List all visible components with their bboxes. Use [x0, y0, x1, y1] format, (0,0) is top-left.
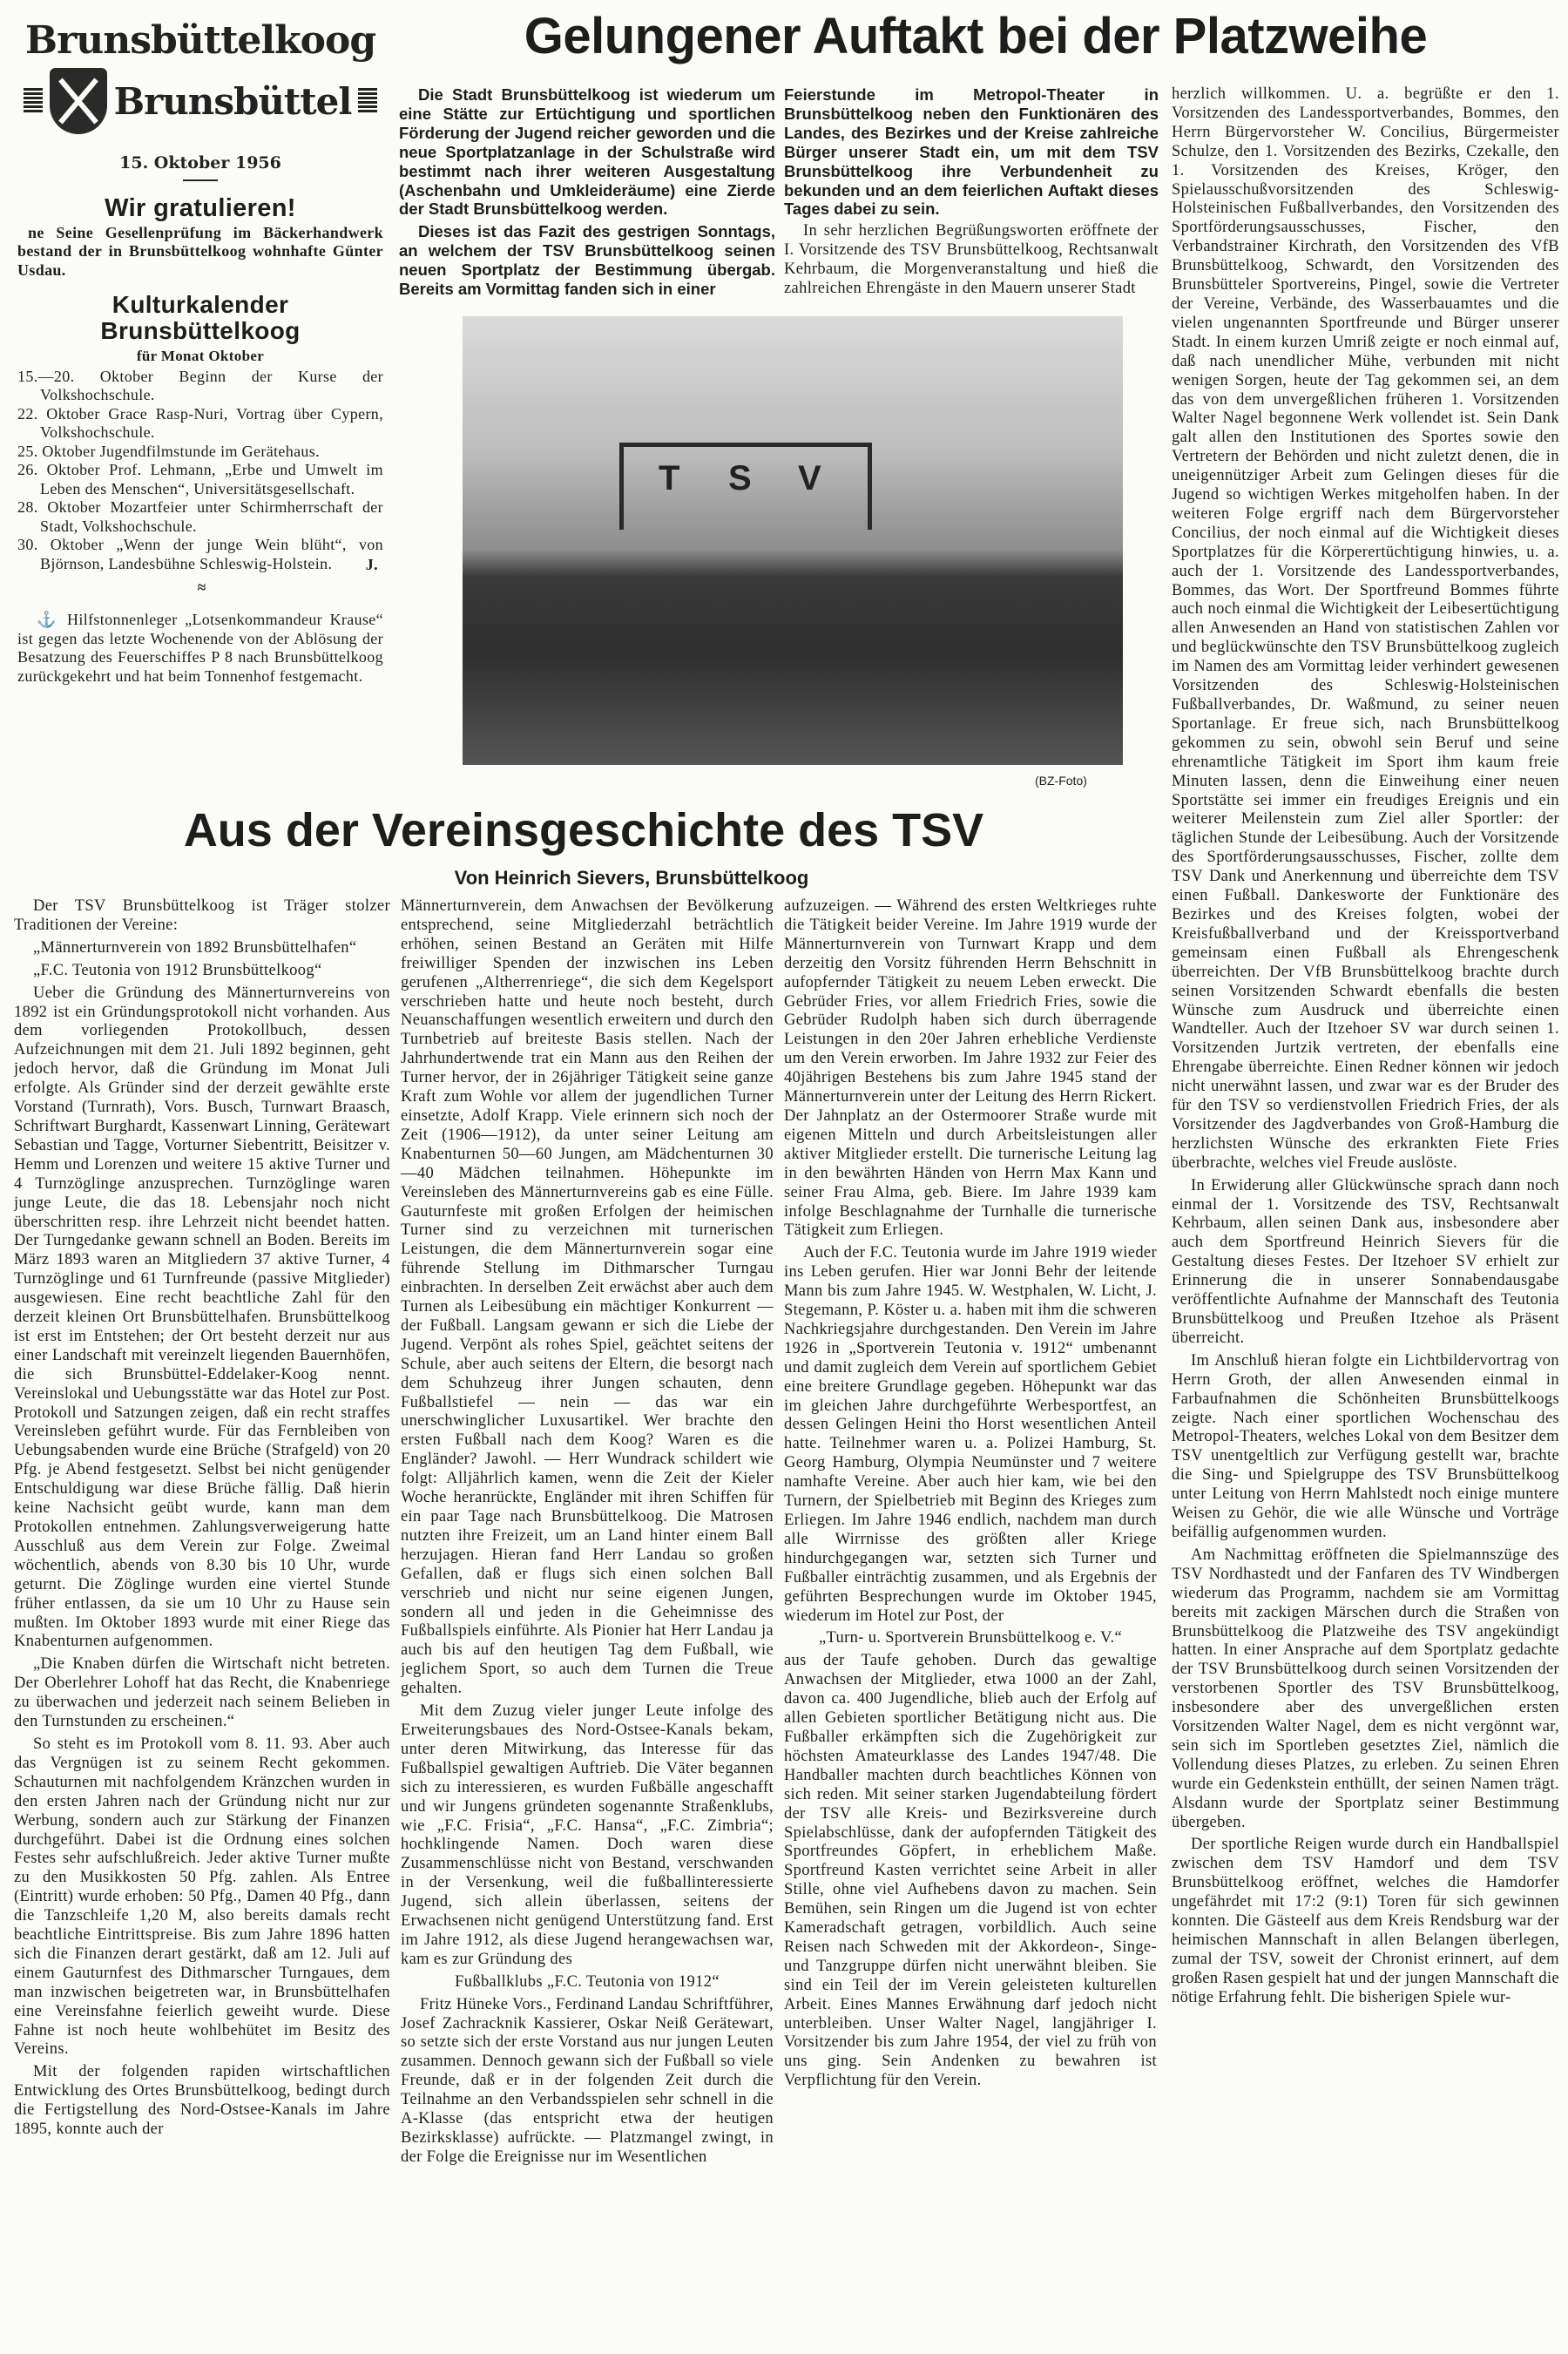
- masthead: [17, 17, 383, 181]
- masthead-subtitle: Brunsbüttel: [113, 79, 352, 123]
- kalender-item: 15.—20. Oktober Beginn der Kurse der Volkshochschule.: [17, 367, 383, 403]
- article1-column-3: [1172, 85, 1559, 2351]
- gratulation-heading: Wir gratulieren!: [105, 196, 296, 222]
- article2-column-1: [14, 897, 390, 2348]
- left-column: [17, 196, 383, 771]
- paragraph: Die Stadt Brunsbüttelkoog ist wiederum um eine Stätte zur Ertüchtigung und sportlichen Förderung der Jugend reicher geworden und die neue Sportplatzanlage in der Schulstraße wird bestimmt nach ihrer weiteren Ausgestaltung (Aschenbahn und Umkleideräume) eine Zierde der Stadt Brunsbüttelkoog werden.: [399, 85, 775, 219]
- paragraph: Männerturnverein, dem Anwachsen der Bevölkerung entsprechend, seine Mitgliederzahl beträchtlich erhöhen, seinen Bestand an Geräten mit Hilfe freiwilliger Spenden der inzwischen ins Leben gerufenen „Altherrenriege“, die sich dem Kegelsport verschrieben hatte und heute noch besteht, durch Neuanschaffungen wesentlich erweitern und durch den Turnbetrieb auf breiteste Basis stellen. Nach der Jahrhundertwende trat ein Mann aus den Reihen der Turner hervor, der in 26jähriger Tätigkeit seine ganze Kraft zum Wohle vor allem der jugendlichen Turner einsetzte, Adolf Krapp. Viele erinnern sich noch der Zeit (1906—1912), da unter seiner Leitung am Knabenturnen 50—60 Jungen, am Mädchenturnen 30—40 Mädchen teilnahmen. Höhepunkte im Vereinsleben des Männerturnvereins gab es eine Fülle. Gauturnfeste mit großen Erfolgen der heimischen Turner sind zu verzeichnen mit turnerischen Leistungen, die dem Männerturnverein sogar eine führende Stellung im Dithmarscher Turngau einbrachten. In derselben Zeit erwächst aber auch dem Turnen als Leibesübung ein mächtiger Konkurrent — der Fußball. Langsam gewann er sich die Liebe der Jugend. Verpönt als rohes Spiel, geächtet seitens der Schule, aber auch seitens der Eltern, die besorgt nach dem Schuhzeug ihrer Jungen schauten, denn Fußballstiefel — nein — das war ein unerschwinglicher Luxusartikel. Wer brachte den ersten Fußball nach dem Koog? Waren es die Engländer? Jawohl. — Herr Wundrack schildert wie folgt: Alljährlich kamen, wenn die Zeit der Kieler Woche heranrückte, Engländer mit ihren Schiffen für ein paar Tage nach Brunsbüttelkoog. Die Matrosen nutzten ihre Freizeit, um an Land hinter einem Ball herzujagen. Hieran fand Herr Landau so großen Gefallen, daß er flugs sich einen solchen Ball verschrieb und nicht nur seine eigenen Jungen, sondern all und jeden in die Geheimnisse des Fußballspiels einführte. Als Pionier hat Herr Landau ja auch bis auf den heutigen Tag dem Fußball, wie jeglichem Sport, so auch dem Turnen die Treue gehalten.: [401, 897, 774, 1698]
- paragraph: So steht es im Protokoll vom 8. 11. 93. Aber auch das Vergnügen ist zu seinem Recht gekommen. Schauturnen mit nachfolgendem Kränzchen wurden in den ersten Jahren nach der Gründung nicht nur zur Werbung, sondern auch zur Stärkung der Finanzen durchgeführt. Dabei ist die Ordnung eines solchen Festes sehr aufschlußreich. Jeder aktive Turner mußte zu den Musikkosten 50 Pfg. zahlen. Als Entree (Eintritt) wurde erhoben: 50 Pfg., Damen 40 Pfg., dann die Tanzschleife 1,20 M, also bereits damals recht beachtliche Eintrittspreise. Bis zum Jahre 1896 hatten sich die Finanzen derart gestärkt, daß am 12. Juli auf einem Gauturnfest des Dithmarscher Turngaues, dem man inzwischen beigetreten war, in Brunsbüttelhafen eine Vereinsfahne feierlich geweiht wurde. Diese Fahne ist noch heute wohlbehütet im Besitz des Vereins.: [14, 1735, 390, 2059]
- photo-credit: (BZ-Foto): [1035, 774, 1087, 788]
- paragraph: herzlich willkommen. U. a. begrüßte er den 1. Vorsitzenden des Landessportverbandes, Bommes, den Herrn Bürgervorsteher W. Concilius, Bürgermeister Schulze, den 1. Vorsitzenden des Bezirks, Czekalle, den 1. Vorsitzenden des Kreises, Kröger, den Spielausschußvorsitzenden des Schleswig-Holsteinischen Fußballverbandes, den Vorsitzenden des Sportförderungsausschusses, Fischer, den Verbandstrainer Kirchrath, den Vorsitzenden des VfB Brunsbüttelkoog, Schwardt, den Vorsitzenden des Brunsbütteler Sportvereins, Pingel, sowie die Vertreter der Vereine, Verbände, des Wasserbauamtes und die vielen ungenannten Sportfreunde und Bürger unserer Stadt. In einem kurzen Umriß zeigte er noch einmal auf, daß nach unendlicher Mühe, verbunden mit nicht wenigen Sorgen, heute der Tag gekommen sei, an dem das von dem unvergeßlichen früheren 1. Vorsitzenden Walter Nagel begonnene Werk vollendet ist. Sein Dank galt allen den Institutionen des Sportes sowie den Vertretern der Behörden und nicht zuletzt denen, die in uneigennütziger Arbeit zum Gelingen dieses für die Jugend so wichtigen Werkes mitgeholfen haben. In der weiteren Folge ergriff nach dem Bürgervorsteher Concilius, der noch einmal auf die Wichtigkeit dieses Sportplatzes für die Körperertüchtigung hinwies, u. a. auch der 1. Vorsitzende des Landessportverbandes, Bommes, das Wort. Der Sportfreund Bommes führte auch noch einmal die Wichtigkeit der Leibesertüchtigung allen Anwesenden an Hand von statistischen Zahlen vor und beglückwünschte den TSV Brunsbüttelkoog zugleich im Namen des am Vormittag leider verhindert gewesenen Vorsitzenden des Schleswig-Holsteinischen Fußballverbandes, Dr. Waßmund, zu seiner neuen Sportanlage. Er freue sich, nach Brunsbüttelkoog gekommen zu sein, obwohl sein Beruf und seine ehrenamtliche Tätigkeit im Sport ihm kaum freie Minuten lassen, denn die Einweihung einer neuen Sportstätte sei immer ein freudiges Ereignis und ein weiterer Meilenstein zum Ziel aller Sportler: der täglichen Stunde der Leibesübung. Auch der Vorsitzende des Sportförderungsausschusses, Fischer, zollte dem TSV Dank und Anerkennung und überreichte dem TSV einen Fußball. Dankesworte der Funktionäre des Bezirkes und des Kreises folgten, wobei der Kreisfußballverband und der Kreissportverband gemeinsam einen Fußball als Ehrengeschenk überreichten. Der VfB Brunsbüttelkoog brachte durch seinen Vorsitzenden Schwardt ebenfalls die besten Wünsche zum Ausdruck und überreichte einen Wandteller. Auch der Itzehoer SV war durch seinen 1. Vorsitzenden Jurtzik vertreten, der ebenfalls eine Ehrengabe überreichte. Einen Redner können wir jedoch nicht unerwähnt lassen, und zwar war es der Bruder des für den TSV so verdienstvollen Friedrich Fries, der als Vorsitzender des Jagdverbandes von Groß-Hamburg die herzlichsten Wünsche des erkrankten Fiete Fries überbrachte, welches viel Freude auslöste.: [1172, 85, 1559, 1172]
- anchor-icon: ⚓: [37, 611, 68, 628]
- paragraph: Mit der folgenden rapiden wirtschaftlichen Entwicklung des Ortes Brunsbüttelkoog, bedingt durch die Fertigstellung des Nord-Ostsee-Kanals im Jahre 1895, konnte auch der: [14, 2063, 390, 2139]
- kalender-item: 30. Oktober „Wenn der junge Wein blüht“, von Björnson, Landesbühne Schleswig-Holstein.: [17, 536, 383, 572]
- paragraph: Am Nachmittag eröffneten die Spielmannszüge des TSV Nordhastedt und der Fanfaren des TV Windbergen wiederum das Programm, nachdem sie am Vormittag bereits mit zackigen Märschen durch die Straßen von Brunsbüttelkoog die Platzweihe des TSV angekündigt hatten. In einer Ansprache auf dem Sportplatz gedachte der TSV Brunsbüttelkoog durch seinen Vorsitzenden der verstorbenen Sportler des TSV Brunsbüttelkoog, insbesondere aber des unvergeßlichen ersten Vorsitzenden Walter Nagel, dem es nicht vergönnt war, sein sich im Sportleben gesetztes Ziel, nämlich die Vollendung dieses Platzes, zu erleben. Zu seinen Ehren wurde ein Gedenkstein enthüllt, der seinen Namen trägt. Alsdann wurde der Sportplatz seiner Bestimmung übergeben.: [1172, 1546, 1559, 1831]
- paragraph: „Männerturnverein von 1892 Brunsbüttelhafen“: [33, 938, 357, 957]
- paragraph: Im Anschluß hieran folgte ein Lichtbildervortrag von Herrn Groth, der allen Anwesenden einmal in Farbaufnahmen die Schönheiten Brunsbüttelkoogs zeigte. Nach einer sportlichen Wochenschau des Metropol-Theaters, welches Lokal von dem Besitzer dem TSV unentgeltlich zur Verfügung gestellt war, brachte die Sing- und Spielgruppe des TSV Brunsbüttelkoog unter Leitung von Herrn Mahlstedt noch einige muntere Weisen zu Gehör, die wie alle Wünsche und Vorträge beifällig aufgenommen wurden.: [1172, 1351, 1559, 1541]
- paragraph: Auch der F.C. Teutonia wurde im Jahre 1919 wieder ins Leben gerufen. Hier war Jonni Behr der leitende Mann bis zum Jahre 1945. W. Westphalen, W. Licht, J. Stegemann, P. Köster u. a. haben mit ihm die schweren Nachkriegsjahre durchgestanden. Den Verein im Jahre 1926 in „Sportverein Teutonia v. 1912“ umbenannt und damit zugleich dem Verein auf sportlichem Gebiet eine breitere Grundlage gegeben. Höhepunkt war das im gleichen Jahre durchgeführte Werbesportfest, an dessen Gelingen Heini tho Horst wesentlichen Anteil hatte. Teilnehmer waren u. a. Polizei Hamburg, St. Georg Hamburg, Olympia Neumünster und 7 weitere namhafte Vereine. Aber auch hier kam, wie bei den Turnern, der Spielbetrieb mit Beginn des Krieges zum Erliegen. Im Jahre 1946 endlich, nachdem man durch alle Wirrnisse des größten aller Kriege hindurchgegangen war, setzten sich Turner und Fußballer einträchtig zusammen, und als Ergebnis der geführten Besprechungen wurde im Oktober 1945, wiederum im Hotel zur Post, der: [784, 1244, 1157, 1625]
- kalender-item: 26. Oktober Prof. Lehmann, „Erbe und Umwelt im Leben des Menschen“, Universitätsgesellschaft.: [17, 461, 383, 497]
- headline-vereinsgeschichte: Aus der Vereinsgeschichte des TSV: [183, 804, 984, 856]
- kalender-item: 28. Oktober Mozartfeier unter Schirmherrschaft der Stadt, Volkshochschule.: [17, 498, 383, 535]
- byline: Von Heinrich Sievers, Brunsbüttelkoog: [454, 867, 809, 889]
- paragraph: Fritz Hüneke Vors., Ferdinand Landau Schriftführer, Josef Zachracknik Kassierer, Oskar Neiß Gerätewart, so setzte sich der erste Vorstand aus nur jungen Leuten zusammen. Dennoch gewann sich der Fußball so viele Freunde, daß er in der folgenden Zeit durch die Teilnahme an den Verbandsspielen sehr schnell in die A-Klasse (das entspricht etwa der heutigen Bezirksklasse) aufrückte. — Platzmangel zwingt, in der Folge die Ereignisse nur im Wesentlichen: [401, 1995, 774, 2166]
- article1-column-2: [784, 85, 1159, 312]
- headline-platzweihe: Gelungener Auftakt bei der Platzweihe: [524, 8, 1428, 64]
- sign-letter: S: [728, 459, 752, 497]
- article2-column-2: [401, 897, 774, 2348]
- paragraph: aufzuzeigen. — Während des ersten Weltkrieges ruhte die Tätigkeit beider Vereine. Im Jahre 1919 wurde der Männerturnverein von Turnwart Krapp und dem derzeitig den Vorsitz führenden Herrn Behschnitt in aufopfernder Tätigkeit zu neuem Leben erweckt. Die Gebrüder Fries, vor allem Friedrich Fries, sowie die Gebrüder Rudolph haben sich durch überragende Leistungen in den 20er Jahren erhebliche Verdienste um den Verein erworben. Im Jahre 1932 zur Feier des 40jährigen Bestehens bis zum Jahre 1945 stand der Männerturnverein unter der Leitung des Herrn Rickert. Der Jahnplatz an der Ostermoorer Straße wurde mit eigenen Mitteln und durch Arbeitsleistungen aller aktiver Mitglieder erstellt. Die turnerische Leitung lag in den bewährten Händen von Herrn Max Kann und seiner Frau Alma, geb. Biere. Im Jahre 1939 kam infolge Beschlagnahme der Turnhalle die turnerische Tätigkeit zum Erliegen.: [784, 897, 1157, 1240]
- kalender-item: 22. Oktober Grace Rasp-Nuri, Vortrag über Cypern, Volkshochschule.: [17, 404, 383, 441]
- sign-letter: T: [659, 459, 680, 497]
- issue-date: 15. Oktober 1956: [119, 153, 281, 172]
- paragraph: In Erwiderung aller Glückwünsche sprach dann noch einmal der 1. Vorsitzende des TSV, Rechtsanwalt Kehrbaum, allen seinen Dank aus, insbesondere aber auch dem Sportfreund Heinrich Sievers für die Gestaltung dieses Festes. Der Itzehoer SV erhielt zur Erinnerung die in unserer Sonnabendausgabe veröffentlichte Aufnahme der Mannschaft des Teutonia Brunsbüttelkoog und Preußen Itzehoe als Präsent überreicht.: [1172, 1176, 1559, 1347]
- kalender-item: 25. Oktober Jugendfilmstunde im Gerätehaus.: [17, 442, 320, 460]
- paragraph: „Die Knaben dürfen die Wirtschaft nicht betreten. Der Oberlehrer Lohoff hat das Recht, die Knabenriege zu überwachen und jederzeit nach seinem Belieben in den Turnstunden zu erscheinen.“: [14, 1655, 390, 1731]
- notiz-body: Hilfstonnenleger „Lotsenkommandeur Krause“ ist gegen das letzte Wochenende von der Ablösung der Besatzung des Feuerschiffes P 8 nach Brunsbüttelkoog zurückgekehrt und hat beim Tonnenhof festgemacht.: [17, 611, 383, 685]
- separator-ornament: ≈: [197, 578, 204, 596]
- article1-column-1: [399, 85, 775, 312]
- paragraph: Feierstunde im Metropol-Theater in Brunsbüttelkoog neben den Funktionären des Landes, des Bezirkes und der Kreise zahlreiche Bürger unserer Stadt ein, um mit dem TSV Brunsbüttelkoog ihre Verbundenheit zu bekunden und an dem feierlichen Auftakt dieses Tages dabei zu sein.: [784, 85, 1159, 219]
- kalender-signature: J.: [365, 556, 378, 573]
- paragraph: Der sportliche Reigen wurde durch ein Handballspiel zwischen dem TSV Hamdorf und dem TSV Brunsbüttelkoog eröffnet, welches die Hamdorfer ungefährdet mit 17:2 (9:1) Toren für sich gewinnen konnten. Die Gästeelf aus dem Kreis Rendsburg war der heimischen Mannschaft in allen Belangen überlegen, zumal der TSV, soweit der Chronist erinnert, auf dem großen Rasen gespielt hat und der jungen Mannschaft die nötige Erfahrung fehlt. Die bisherigen Spiele wur-: [1172, 1836, 1559, 2006]
- sign-letter: V: [798, 459, 821, 497]
- gratulation-text: ne Seine Gesellenprüfung im Bäckerhandwerk bestand der in Brunsbüttelkoog wohnhafte Günter Usdau.: [17, 223, 383, 279]
- paragraph: „F.C. Teutonia von 1912 Brunsbüttelkoog“: [33, 961, 322, 979]
- kalender-title-2: Brunsbüttelkoog: [100, 317, 301, 344]
- paragraph: Ueber die Gründung des Männerturnvereins von 1892 ist ein Gründungsprotokoll nicht vorhanden. Aus dem vorliegenden Protokollbuch, dessen Aufzeichnungen mit dem 21. Juli 1892 beginnen, geht jedoch hervor, daß die Gründung im Monat Juli erfolgte. Als Gründer sind der derzeit gewählte erste Vorstand (Turnrath), Vors. Busch, Turnwart Braasch, Schriftwart Burghardt, Kassenwart Linning, Gerätewart Sebastian und Tagge, Vorturner Siebentritt, Beisitzer v. Hemm und Lorenzen und weitere 15 aktive Turner und 4 Turnzöglinge anzusprechen. Turnzöglinge waren junge Leute, die das 18. Lebensjahr noch nicht überschritten resp. ihre Lehrzeit nicht beendet hatten. Der Turngedanke gewann schnell an Boden. Bereits im März 1893 waren an Mitgliedern 37 aktive Turner, 4 Turnzöglinge und 61 Turnfreunde (passive Mitglieder) ausgewiesen. Eine recht beachtliche Zahl für den derzeit kleinen Ort Brunsbüttelhafen. Brunsbüttelkoog ist erst im Entstehen; der Ort besteht derzeit nur aus einer Landschaft mit vereinzelt liegenden Bauernhöfen, die sich Brunsbüttel-Eddelaker-Koog nennt. Vereinslokal und Uebungsstätte war das Hotel zur Post. Protokoll und Satzungen zeigen, daß ein recht straffes Vereinsleben geführt wurde. Für das Fernbleiben von Uebungsabenden wurde eine Brüche (Strafgeld) von 20 Pfg. je Abend festgesetzt. Selbst bei nicht genügender Entschuldigung war diese Brüche fällig. Daß hierin keine Nachsicht geübt wurde, kann man dem Protokollen entnehmen. Zahlungsverweigerung hatte Ausschluß aus dem Verein zur Folge. Zweimal wöchentlich, abends von 8.30 bis 10 Uhr, wurde geturnt. Die Zöglinge wurden eine viertel Stunde früher entlassen, da sie um 10 Uhr zu Hause sein mußten. Im Oktober 1893 wurde mit einer Riege das Knabenturnen aufgenommen.: [14, 984, 390, 1651]
- kalender-subtitle: für Monat Oktober: [136, 348, 265, 364]
- photo-tsv-sign: [463, 316, 1123, 765]
- ribbon-ornament-right: [358, 88, 377, 114]
- paragraph: Dieses ist das Fazit des gestrigen Sonntags, an welchem der TSV Brunsbüttelkoog seinen neuen Sportplatz der Bestimmung übergab. Bereits am Vormittag fanden sich in einer: [399, 222, 775, 299]
- masthead-title: Brunsbüttelkoog: [24, 18, 376, 63]
- kalender-heading: [17, 292, 383, 344]
- coat-of-arms-icon: [50, 68, 107, 134]
- tsv-sign: [619, 443, 872, 530]
- paragraph: aus der Taufe gehoben. Durch das gewaltige Anwachsen der Mitglieder, etwa 1000 an der Zahl, davon ca. 400 Jugendliche, blieb auch der Erfolg auf allen Gebieten sportlicher Betätigung nicht aus. Die Fußballer erkämpften sich die Zugehörigkeit zur höchsten Amateurklasse des Landes 1947/48. Die Handballer machten durch beachtliches Können von sich reden. Mit seiner starken Jugendabteilung fördert der TSV alle Kreis- und Bezirksvereine durch Spielabschlüsse, dank der aufopfernden Tätigkeit des Sportfreundes Göpfert, in erheblichem Maße. Sportfreund Kasten verrichtet seine Arbeit in aller Stille, ohne viel Aufhebens davon zu machen. Sein Bemühen, sein Ringen um die Jugend ist von echter Kameradschaft getragen, vorbildlich. Auch seine Reisen nach Schweden mit der Akkordeon-, Singe- und Tanzgruppe dürfen nicht unerwähnt bleiben. Sie sind ein Teil der im Verein geleisteten kulturellen Arbeit. Eines Mannes Erwähnung darf jedoch nicht unterbleiben. Unser Walter Nagel, langjähriger I. Vorsitzender bis zum Jahre 1954, der viel zu früh von uns ging. Sein Andenken zu bewahren ist Verpflichtung für den Verein.: [784, 1652, 1157, 2090]
- paragraph: Der TSV Brunsbüttelkoog ist Träger stolzer Traditionen der Vereine:: [14, 897, 390, 934]
- paragraph: In sehr herzlichen Begrüßungsworten eröffnete der I. Vorsitzende des TSV Brunsbüttelkoog, Rechtsanwalt Kehrbaum, die Morgenveranstaltung und hieß die zahlreichen Ehrengäste in den Mauern unserer Stadt: [784, 222, 1159, 298]
- paragraph: Mit dem Zuzug vieler junger Leute infolge des Erweiterungsbaues des Nord-Ostsee-Kanals bekam, unter deren Mitwirkung, das Interesse für das Fußballspiel gewaltigen Auftrieb. Die Väter begannen sich zu interessieren, es wurden Fußbälle angeschafft und wir Jungens gründeten sogenannte Straßenklubs, wie „F.C. Frisia“, „F.C. Hansa“, „F.C. Zimbria“; hochklingende Namen. Doch waren diese Zusammenschlüsse nicht von Bestand, verschwanden in der Versenkung, weil die fußballinteressierte Jugend, sich allein überlassen, seitens der Erwachsenen nicht genügend Unterstützung fand. Erst im Jahre 1912, als diese Jugend herangewachsen war, kam es zur Gründung des: [401, 1702, 774, 1968]
- subheading: „Turn- u. Sportverein Brunsbüttelkoog e. V.“: [818, 1629, 1123, 1647]
- kalender-title-1: Kulturkalender: [112, 291, 289, 318]
- article2-column-3: [784, 897, 1157, 2348]
- subheading: Fußballklubs „F.C. Teutonia von 1912“: [455, 1972, 720, 1991]
- divider: [183, 179, 218, 181]
- notiz-text: [17, 611, 383, 686]
- ribbon-ornament-left: [24, 88, 43, 114]
